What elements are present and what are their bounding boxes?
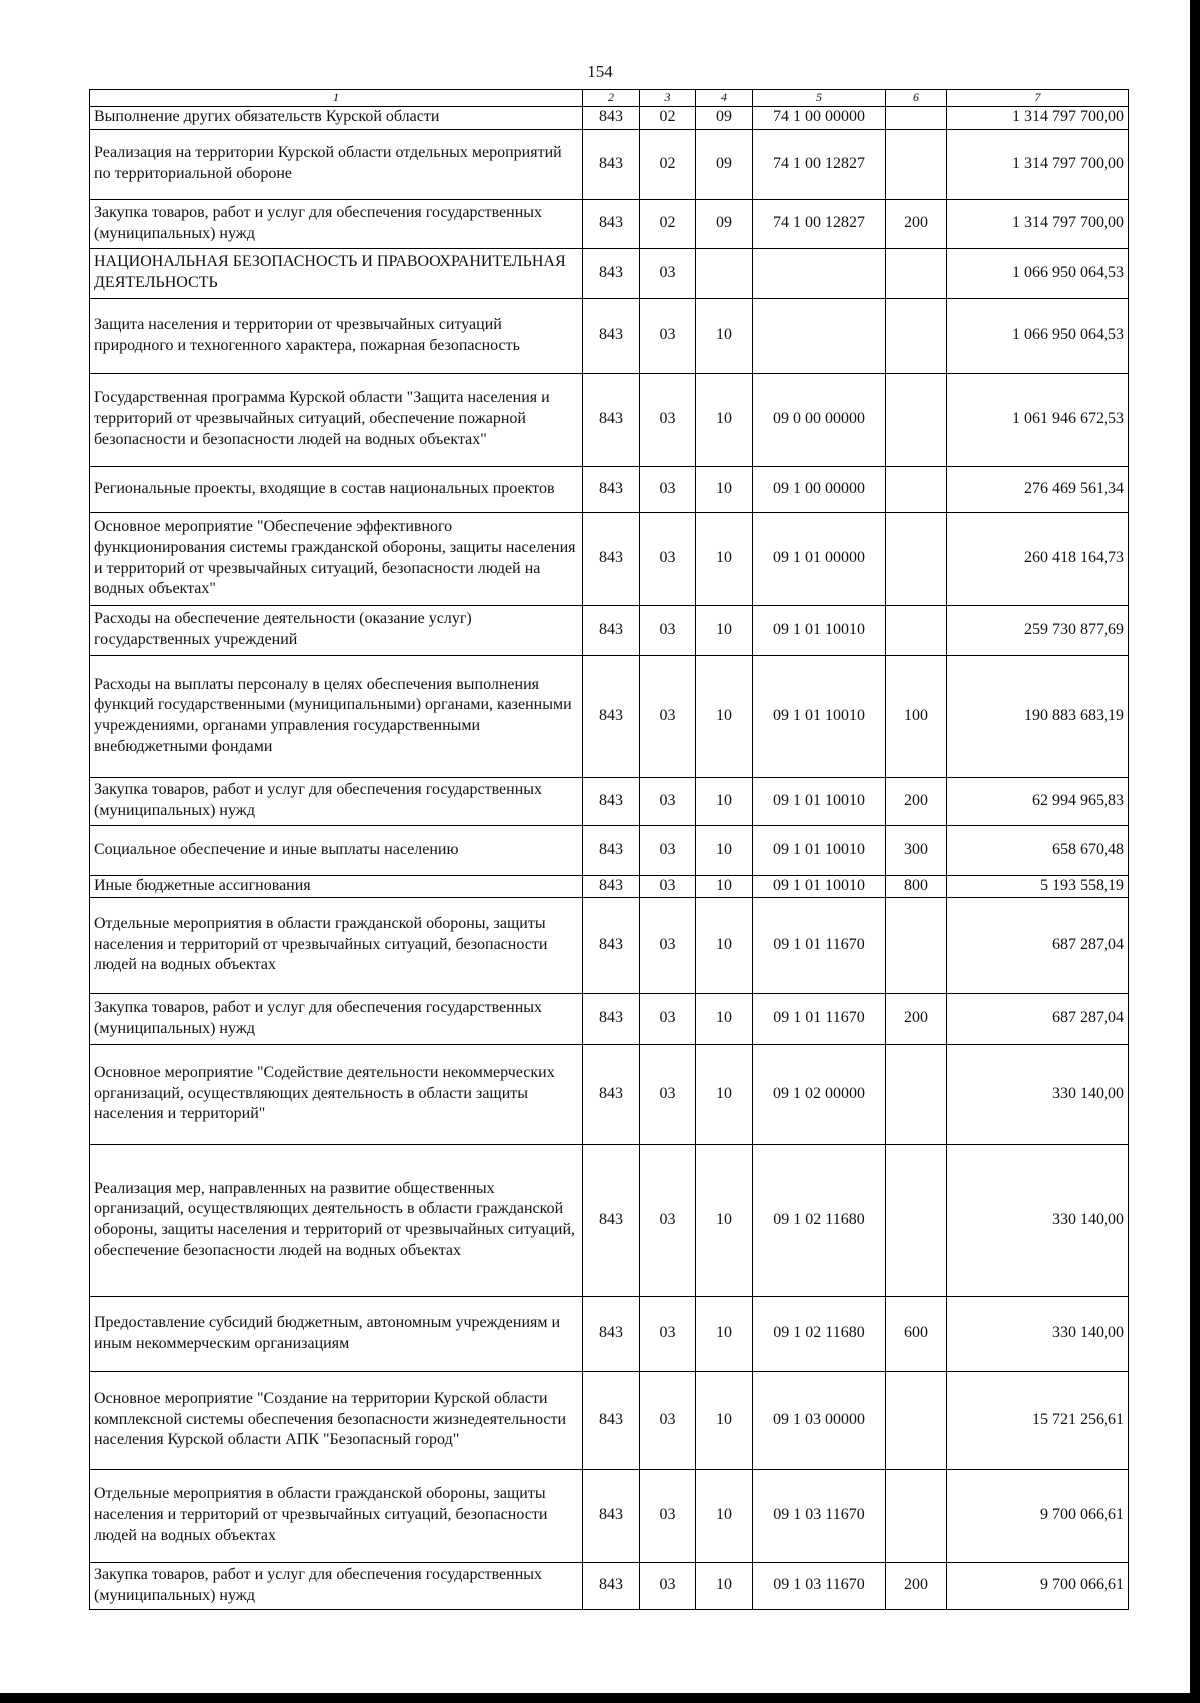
column-number: 4 bbox=[696, 90, 753, 107]
row-amount: 1 314 797 700,00 bbox=[947, 106, 1129, 129]
row-amount: 276 469 561,34 bbox=[947, 466, 1129, 512]
row-target-article: 09 1 03 11670 bbox=[753, 1562, 886, 1609]
column-number: 6 bbox=[886, 90, 947, 107]
row-subsection: 10 bbox=[696, 993, 753, 1044]
row-section: 03 bbox=[640, 605, 696, 655]
column-number: 7 bbox=[947, 90, 1129, 107]
row-grbs: 843 bbox=[583, 106, 640, 129]
row-grbs: 843 bbox=[583, 875, 640, 897]
row-amount: 330 140,00 bbox=[947, 1144, 1129, 1296]
row-grbs: 843 bbox=[583, 1144, 640, 1296]
row-grbs: 843 bbox=[583, 373, 640, 466]
column-number-row bbox=[90, 90, 1129, 107]
row-subsection: 10 bbox=[696, 1371, 753, 1469]
row-amount: 15 721 256,61 bbox=[947, 1371, 1129, 1469]
row-expense-type bbox=[886, 373, 947, 466]
row-amount: 9 700 066,61 bbox=[947, 1469, 1129, 1562]
row-section: 03 bbox=[640, 298, 696, 373]
row-target-article: 09 1 03 11670 bbox=[753, 1469, 886, 1562]
row-subsection: 10 bbox=[696, 1144, 753, 1296]
row-amount: 330 140,00 bbox=[947, 1296, 1129, 1371]
row-expense-type bbox=[886, 605, 947, 655]
row-grbs: 843 bbox=[583, 1469, 640, 1562]
row-target-article: 09 1 01 00000 bbox=[753, 512, 886, 605]
row-target-article bbox=[753, 298, 886, 373]
row-expense-type: 200 bbox=[886, 1562, 947, 1609]
row-grbs: 843 bbox=[583, 993, 640, 1044]
row-section: 02 bbox=[640, 129, 696, 199]
row-target-article: 09 1 01 11670 bbox=[753, 993, 886, 1044]
row-target-article: 09 1 01 11670 bbox=[753, 897, 886, 993]
row-name: Основное мероприятие "Обеспечение эффективного функционирования системы гражданской обороны, защиты населения и территорий от чрезвычайных ситуаций, безопасности людей на водных объектах" bbox=[90, 512, 583, 605]
row-amount: 1 314 797 700,00 bbox=[947, 199, 1129, 248]
row-amount: 1 314 797 700,00 bbox=[947, 129, 1129, 199]
row-expense-type: 200 bbox=[886, 993, 947, 1044]
table-row bbox=[90, 373, 1129, 466]
row-section: 03 bbox=[640, 777, 696, 825]
row-amount: 687 287,04 bbox=[947, 993, 1129, 1044]
row-section: 03 bbox=[640, 897, 696, 993]
row-subsection: 10 bbox=[696, 605, 753, 655]
table-row bbox=[90, 1296, 1129, 1371]
row-target-article: 09 1 01 10010 bbox=[753, 825, 886, 875]
row-grbs: 843 bbox=[583, 777, 640, 825]
row-subsection: 10 bbox=[696, 298, 753, 373]
row-target-article: 09 1 03 00000 bbox=[753, 1371, 886, 1469]
table-row bbox=[90, 248, 1129, 298]
row-name: Региональные проекты, входящие в состав национальных проектов bbox=[90, 466, 583, 512]
row-section: 03 bbox=[640, 655, 696, 777]
row-grbs: 843 bbox=[583, 1562, 640, 1609]
row-target-article: 09 1 01 10010 bbox=[753, 875, 886, 897]
row-grbs: 843 bbox=[583, 1296, 640, 1371]
column-number: 5 bbox=[753, 90, 886, 107]
row-target-article: 74 1 00 12827 bbox=[753, 199, 886, 248]
row-subsection: 10 bbox=[696, 1296, 753, 1371]
row-grbs: 843 bbox=[583, 655, 640, 777]
row-section: 03 bbox=[640, 1296, 696, 1371]
row-target-article: 09 1 01 10010 bbox=[753, 605, 886, 655]
row-target-article: 09 1 01 10010 bbox=[753, 655, 886, 777]
row-subsection bbox=[696, 248, 753, 298]
row-section: 03 bbox=[640, 1144, 696, 1296]
row-amount: 5 193 558,19 bbox=[947, 875, 1129, 897]
row-subsection: 10 bbox=[696, 466, 753, 512]
row-section: 03 bbox=[640, 1469, 696, 1562]
row-grbs: 843 bbox=[583, 605, 640, 655]
table-row bbox=[90, 1044, 1129, 1144]
table-row bbox=[90, 199, 1129, 248]
row-expense-type: 600 bbox=[886, 1296, 947, 1371]
table-row bbox=[90, 1144, 1129, 1296]
row-target-article: 09 1 02 11680 bbox=[753, 1144, 886, 1296]
row-grbs: 843 bbox=[583, 298, 640, 373]
row-section: 03 bbox=[640, 993, 696, 1044]
row-grbs: 843 bbox=[583, 1044, 640, 1144]
row-grbs: 843 bbox=[583, 512, 640, 605]
row-grbs: 843 bbox=[583, 897, 640, 993]
row-section: 03 bbox=[640, 248, 696, 298]
page-border-bottom bbox=[0, 1693, 1200, 1703]
row-name: Реализация на территории Курской области отдельных мероприятий по территориальной обороне bbox=[90, 129, 583, 199]
row-expense-type: 200 bbox=[886, 777, 947, 825]
row-subsection: 10 bbox=[696, 373, 753, 466]
row-name: Предоставление субсидий бюджетным, автономным учреждениям и иным некоммерческим организациям bbox=[90, 1296, 583, 1371]
table-row bbox=[90, 825, 1129, 875]
row-amount: 1 066 950 064,53 bbox=[947, 248, 1129, 298]
row-name: Закупка товаров, работ и услуг для обеспечения государственных (муниципальных) нужд bbox=[90, 199, 583, 248]
table-row bbox=[90, 1562, 1129, 1609]
row-name: Выполнение других обязательств Курской области bbox=[90, 106, 583, 129]
row-section: 02 bbox=[640, 106, 696, 129]
row-expense-type bbox=[886, 1371, 947, 1469]
row-amount: 259 730 877,69 bbox=[947, 605, 1129, 655]
row-expense-type bbox=[886, 248, 947, 298]
row-subsection: 10 bbox=[696, 655, 753, 777]
row-grbs: 843 bbox=[583, 129, 640, 199]
row-amount: 260 418 164,73 bbox=[947, 512, 1129, 605]
row-expense-type bbox=[886, 1044, 947, 1144]
page-border-right bbox=[1190, 0, 1200, 1703]
row-name: Закупка товаров, работ и услуг для обеспечения государственных (муниципальных) нужд bbox=[90, 1562, 583, 1609]
column-number: 1 bbox=[90, 90, 583, 107]
row-target-article: 09 0 00 00000 bbox=[753, 373, 886, 466]
row-target-article: 09 1 00 00000 bbox=[753, 466, 886, 512]
row-name: Защита населения и территории от чрезвычайных ситуаций природного и техногенного характера, пожарная безопасность bbox=[90, 298, 583, 373]
row-target-article: 74 1 00 00000 bbox=[753, 106, 886, 129]
row-section: 03 bbox=[640, 825, 696, 875]
row-amount: 330 140,00 bbox=[947, 1044, 1129, 1144]
table-row bbox=[90, 298, 1129, 373]
row-target-article: 74 1 00 12827 bbox=[753, 129, 886, 199]
row-expense-type bbox=[886, 1469, 947, 1562]
row-name: Основное мероприятие "Создание на территории Курской области комплексной системы обеспечения безопасности жизнедеятельности населения Курской области АПК "Безопасный город" bbox=[90, 1371, 583, 1469]
table-row bbox=[90, 466, 1129, 512]
table-row bbox=[90, 1371, 1129, 1469]
row-name: Закупка товаров, работ и услуг для обеспечения государственных (муниципальных) нужд bbox=[90, 993, 583, 1044]
row-section: 03 bbox=[640, 875, 696, 897]
row-section: 03 bbox=[640, 1044, 696, 1144]
row-expense-type bbox=[886, 129, 947, 199]
row-name: НАЦИОНАЛЬНАЯ БЕЗОПАСНОСТЬ И ПРАВООХРАНИТЕЛЬНАЯ ДЕЯТЕЛЬНОСТЬ bbox=[90, 248, 583, 298]
row-amount: 1 061 946 672,53 bbox=[947, 373, 1129, 466]
table-row bbox=[90, 512, 1129, 605]
row-subsection: 10 bbox=[696, 875, 753, 897]
table-row bbox=[90, 106, 1129, 129]
row-subsection: 10 bbox=[696, 897, 753, 993]
row-subsection: 10 bbox=[696, 1469, 753, 1562]
row-expense-type bbox=[886, 106, 947, 129]
row-amount: 658 670,48 bbox=[947, 825, 1129, 875]
row-amount: 687 287,04 bbox=[947, 897, 1129, 993]
row-name: Отдельные мероприятия в области гражданской обороны, защиты населения и территорий от чрезвычайных ситуаций, безопасности людей на водных объектах bbox=[90, 897, 583, 993]
row-subsection: 10 bbox=[696, 512, 753, 605]
table-row bbox=[90, 897, 1129, 993]
row-section: 03 bbox=[640, 466, 696, 512]
row-section: 03 bbox=[640, 373, 696, 466]
row-name: Расходы на обеспечение деятельности (оказание услуг) государственных учреждений bbox=[90, 605, 583, 655]
row-expense-type: 800 bbox=[886, 875, 947, 897]
row-amount: 1 066 950 064,53 bbox=[947, 298, 1129, 373]
row-subsection: 10 bbox=[696, 825, 753, 875]
row-name: Реализация мер, направленных на развитие общественных организаций, осуществляющих деятельность в области гражданской обороны, защиты населения и территорий от чрезвычайных ситуаций, обеспечение безопасности людей на водных объектах bbox=[90, 1144, 583, 1296]
row-grbs: 843 bbox=[583, 466, 640, 512]
row-grbs: 843 bbox=[583, 199, 640, 248]
table-row bbox=[90, 655, 1129, 777]
row-subsection: 09 bbox=[696, 199, 753, 248]
row-grbs: 843 bbox=[583, 825, 640, 875]
row-expense-type: 200 bbox=[886, 199, 947, 248]
row-name: Социальное обеспечение и иные выплаты населению bbox=[90, 825, 583, 875]
page-number: 154 bbox=[587, 62, 613, 81]
row-expense-type bbox=[886, 1144, 947, 1296]
table-row bbox=[90, 1469, 1129, 1562]
row-section: 03 bbox=[640, 1371, 696, 1469]
table-row bbox=[90, 777, 1129, 825]
row-target-article: 09 1 01 10010 bbox=[753, 777, 886, 825]
row-subsection: 10 bbox=[696, 1562, 753, 1609]
table-row bbox=[90, 875, 1129, 897]
table-row bbox=[90, 993, 1129, 1044]
budget-table bbox=[89, 89, 1129, 1610]
row-name: Государственная программа Курской области "Защита населения и территорий от чрезвычайных ситуаций, обеспечение пожарной безопасности и безопасности людей на водных объектах" bbox=[90, 373, 583, 466]
column-number: 2 bbox=[583, 90, 640, 107]
row-target-article bbox=[753, 248, 886, 298]
row-section: 03 bbox=[640, 1562, 696, 1609]
row-amount: 62 994 965,83 bbox=[947, 777, 1129, 825]
table-row bbox=[90, 129, 1129, 199]
row-name: Закупка товаров, работ и услуг для обеспечения государственных (муниципальных) нужд bbox=[90, 777, 583, 825]
row-expense-type: 300 bbox=[886, 825, 947, 875]
row-grbs: 843 bbox=[583, 248, 640, 298]
row-name: Иные бюджетные ассигнования bbox=[90, 875, 583, 897]
row-name: Отдельные мероприятия в области гражданской обороны, защиты населения и территорий от чрезвычайных ситуаций, безопасности людей на водных объектах bbox=[90, 1469, 583, 1562]
row-target-article: 09 1 02 00000 bbox=[753, 1044, 886, 1144]
row-subsection: 10 bbox=[696, 777, 753, 825]
row-subsection: 10 bbox=[696, 1044, 753, 1144]
row-section: 03 bbox=[640, 512, 696, 605]
row-expense-type: 100 bbox=[886, 655, 947, 777]
table-row bbox=[90, 605, 1129, 655]
row-expense-type bbox=[886, 466, 947, 512]
row-subsection: 09 bbox=[696, 129, 753, 199]
row-name: Основное мероприятие "Содействие деятельности некоммерческих организаций, осуществляющих деятельность в области защиты населения и территорий" bbox=[90, 1044, 583, 1144]
row-name: Расходы на выплаты персоналу в целях обеспечения выполнения функций государственными (муниципальными) органами, казенными учреждениями, органами управления государственными внебюджетными фондами bbox=[90, 655, 583, 777]
row-expense-type bbox=[886, 897, 947, 993]
row-expense-type bbox=[886, 512, 947, 605]
row-amount: 9 700 066,61 bbox=[947, 1562, 1129, 1609]
row-grbs: 843 bbox=[583, 1371, 640, 1469]
row-section: 02 bbox=[640, 199, 696, 248]
column-number: 3 bbox=[640, 90, 696, 107]
row-target-article: 09 1 02 11680 bbox=[753, 1296, 886, 1371]
row-expense-type bbox=[886, 298, 947, 373]
row-amount: 190 883 683,19 bbox=[947, 655, 1129, 777]
row-subsection: 09 bbox=[696, 106, 753, 129]
